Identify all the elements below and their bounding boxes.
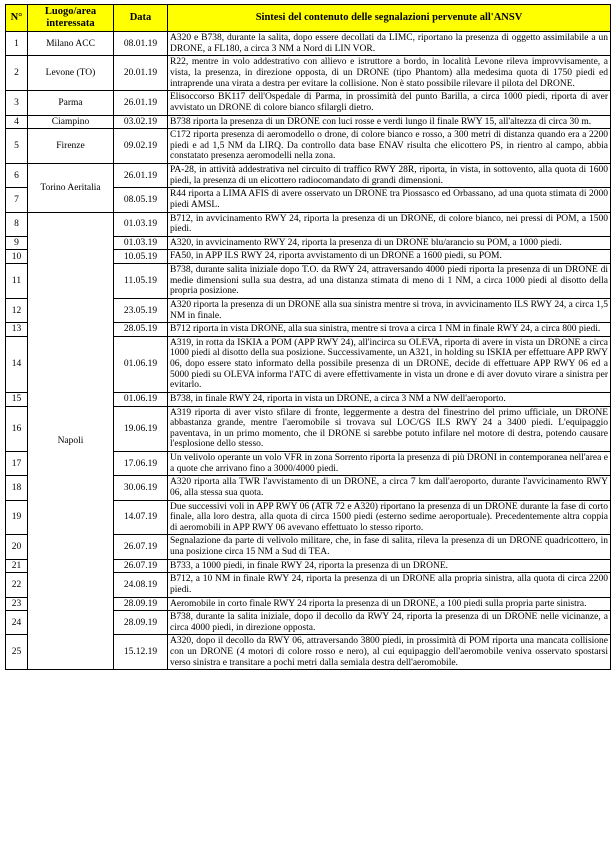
row-date: 01.06.19	[114, 392, 168, 406]
row-summary: FA50, in APP ILS RWY 24, riporta avvistamento di un DRONE a 1600 piedi, su POM.	[168, 250, 611, 264]
row-place: Levone (TO)	[28, 56, 114, 91]
row-date: 17.06.19	[114, 452, 168, 476]
row-summary: A319, in rotta da ISKIA a POM (APP RWY 24), all'incirca su OLEVA, riporta di avere in vista un DRONE a circa 1000 piedi al disotto della sua posizione. Successivamente, un A321, in holding su ISKIA per effettuare APP RWY 06, dopo essere stato informato della possibile presenza di un DRONE, decide di effettuare APP RWY 06 ed a 5000 piedi su OLEVA informa l'ATC di avere effettivamente in vista un drone e di aver dovuto virare a sinistra per evitarlo.	[168, 336, 611, 392]
row-summary: A320, dopo il decollo da RWY 06, attraversando 3800 piedi, in prossimità di POM riporta una mancata collisione con un DRONE (4 motori di colore rosso e nero), al cui equipaggio dell'aeromobile veniva osservato spostarsi verso sinistra e transitare a pochi metri dalla semiala destra dell'aeromobile.	[168, 635, 611, 670]
row-date: 24.08.19	[114, 573, 168, 597]
row-number: 1	[6, 32, 28, 56]
table-header-row	[6, 5, 611, 32]
row-date: 14.07.19	[114, 500, 168, 535]
row-number: 17	[6, 452, 28, 476]
row-number: 8	[6, 212, 28, 236]
row-date: 19.06.19	[114, 406, 168, 452]
column-header-number: N°	[6, 5, 28, 32]
row-summary: PA-28, in attività addestrativa nel circuito di traffico RWY 28R, riporta, in vista, in sottovento, alla quota di 1600 piedi, la presenza di un elicottero radiocomandato di grandi dimensioni.	[168, 164, 611, 188]
row-summary: C172 riporta presenza di aeromodello o drone, di colore bianco e rosso, a 300 metri di distanza quando era a 2200 piedi e ad 1,5 NM da LIRQ. Da controllo data base ENAV risulta che elicottero PS, in rientro al campo, abbia constatato presenza aeromodelli nella zona.	[168, 129, 611, 164]
row-number: 20	[6, 535, 28, 559]
row-date: 03.02.19	[114, 115, 168, 129]
drone-reports-table	[5, 4, 611, 670]
row-place: Milano ACC	[28, 32, 114, 56]
row-date: 01.03.19	[114, 212, 168, 236]
column-header-place: Luogo/area interessata	[28, 5, 114, 32]
row-summary: A319 riporta di aver visto sfilare di fronte, leggermente a destra del finestrino del primo ufficiale, un DRONE abbastanza grande, mentre l'aeromobile si trovava sul LOC/GS ILS RWY 24 a 3400 piedi. L'equipaggio paventava, in un primo momento, che il DRONE si sarebbe potuto infilare nel motore di destra, potendo causare l'esplosione dello stesso.	[168, 406, 611, 452]
row-summary: B738, durante salita iniziale dopo T.O. da RWY 24, attraversando 4000 piedi riporta la presenza di un DRONE di medie dimensioni sulla sua destra, ad una distanza stimata di meno di 1 NM, a circa 1000 piedi al disotto della propria posizione.	[168, 264, 611, 299]
row-number: 19	[6, 500, 28, 535]
row-summary: Elisoccorso BK117 dell'Ospedale di Parma, in prossimità del punto Barilla, a circa 1000 piedi, riporta di aver avvistato un DRONE di colore bianco sfilargli dietro.	[168, 91, 611, 115]
row-number: 13	[6, 323, 28, 337]
table-body	[6, 32, 611, 670]
row-number: 10	[6, 250, 28, 264]
row-summary: A320, in avvicinamento RWY 24, riporta la presenza di un DRONE blu/arancio su POM, a 1000 piedi.	[168, 236, 611, 250]
row-summary: B733, a 1000 piedi, in finale RWY 24, riporta la presenza di un DRONE.	[168, 559, 611, 573]
row-date: 26.07.19	[114, 559, 168, 573]
row-number: 9	[6, 236, 28, 250]
row-summary: A320 e B738, durante la salita, dopo essere decollati da LIMC, riportano la presenza di oggetto assimilabile a un DRONE, a FL180, a circa 3 NM a Nord di LIN VOR.	[168, 32, 611, 56]
row-summary: A320 riporta la presenza di un DRONE alla sua sinistra mentre si trova, in avvicinamento ILS RWY 24, a circa 1,5 NM in finale.	[168, 298, 611, 322]
table-header	[6, 5, 611, 32]
row-number: 2	[6, 56, 28, 91]
row-date: 10.05.19	[114, 250, 168, 264]
table-row	[6, 91, 611, 115]
table-row	[6, 56, 611, 91]
row-date: 30.06.19	[114, 476, 168, 500]
row-date: 28.09.19	[114, 597, 168, 611]
row-number: 21	[6, 559, 28, 573]
row-number: 15	[6, 392, 28, 406]
table-row	[6, 212, 611, 236]
row-summary: A320 riporta alla TWR l'avvistamento di un DRONE, a circa 7 km dall'aeroporto, durante l'avvicinamento RWY 06, alla stessa sua quota.	[168, 476, 611, 500]
row-date: 15.12.19	[114, 635, 168, 670]
row-number: 4	[6, 115, 28, 129]
row-number: 18	[6, 476, 28, 500]
row-summary: B712, in avvicinamento RWY 24, riporta la presenza di un DRONE, di colore bianco, nei pressi di POM, a 1500 piedi.	[168, 212, 611, 236]
table-row	[6, 129, 611, 164]
row-number: 12	[6, 298, 28, 322]
row-date: 26.01.19	[114, 164, 168, 188]
row-date: 08.01.19	[114, 32, 168, 56]
row-date: 28.05.19	[114, 323, 168, 337]
row-summary: B738 riporta la presenza di un DRONE con luci rosse e verdi lungo il finale RWY 15, all'altezza di circa 30 m.	[168, 115, 611, 129]
row-number: 11	[6, 264, 28, 299]
row-summary: R44 riporta a LIMA AFIS di avere osservato un DRONE tra Piossasco ed Orbassano, ad una quota stimata di 2000 piedi AMSL.	[168, 188, 611, 212]
row-number: 5	[6, 129, 28, 164]
row-number: 22	[6, 573, 28, 597]
row-date: 23.05.19	[114, 298, 168, 322]
row-date: 11.05.19	[114, 264, 168, 299]
row-number: 6	[6, 164, 28, 188]
row-summary: B738, durante la salita iniziale, dopo il decollo da RWY 24, riporta la presenza di un DRONE nelle vicinanze, a circa 4000 piedi, in direzione opposta.	[168, 611, 611, 635]
row-number: 3	[6, 91, 28, 115]
row-date: 26.07.19	[114, 535, 168, 559]
row-summary: Un velivolo operante un volo VFR in zona Sorrento riporta la presenza di più DRONI in contemporanea nell'area e a quote che arrivano fino a 3000/4000 piedi.	[168, 452, 611, 476]
row-summary: Segnalazione da parte di velivolo militare, che, in fase di salita, rileva la presenza di un DRONE quadricottero, in una posizione circa 15 NM a Sud di TEA.	[168, 535, 611, 559]
row-number: 14	[6, 336, 28, 392]
row-place: Napoli	[28, 212, 114, 670]
row-summary: B712, a 10 NM in finale RWY 24, riporta la presenza di un DRONE alla propria sinistra, alla quota di circa 2200 piedi.	[168, 573, 611, 597]
row-date: 01.06.19	[114, 336, 168, 392]
row-summary: R22, mentre in volo addestrativo con allievo e istruttore a bordo, in località Levone rileva improvvisamente, a vista, la presenza, in direzione opposta, di un DRONE (tipo Phantom) alla medesima quota di 1750 piedi ed intraprende una virata a destra per evitare la collisione. Non è stato possibile rilevare il pilota del DRONE.	[168, 56, 611, 91]
row-summary: Due successivi voli in APP RWY 06 (ATR 72 e A320) riportano la presenza di un DRONE durante la fase di corto finale, alla loro destra, alla quota di circa 1500 piedi (esterno sedime aeroportuale). Precedentemente altra coppia di aeromobili in APP RWY 06 avevano effettuato lo stesso riporto.	[168, 500, 611, 535]
column-header-summary: Sintesi del contenuto delle segnalazioni pervenute all'ANSV	[168, 5, 611, 32]
row-number: 25	[6, 635, 28, 670]
row-summary: Aeromobile in corto finale RWY 24 riporta la presenza di un DRONE, a 100 piedi sulla propria parte sinistra.	[168, 597, 611, 611]
row-number: 7	[6, 188, 28, 212]
row-date: 09.02.19	[114, 129, 168, 164]
row-date: 26.01.19	[114, 91, 168, 115]
table-row	[6, 32, 611, 56]
row-place: Ciampino	[28, 115, 114, 129]
row-number: 24	[6, 611, 28, 635]
row-date: 08.05.19	[114, 188, 168, 212]
table-row	[6, 164, 611, 188]
row-summary: B738, in finale RWY 24, riporta in vista un DRONE, a circa 3 NM a NW dell'aeroporto.	[168, 392, 611, 406]
row-date: 20.01.19	[114, 56, 168, 91]
row-place: Firenze	[28, 129, 114, 164]
row-place: Parma	[28, 91, 114, 115]
row-number: 23	[6, 597, 28, 611]
row-summary: B712 riporta in vista DRONE, alla sua sinistra, mentre si trova a circa 1 NM in finale RWY 24, a circa 800 piedi.	[168, 323, 611, 337]
row-place: Torino Aeritalia	[28, 164, 114, 213]
row-number: 16	[6, 406, 28, 452]
row-date: 01.03.19	[114, 236, 168, 250]
column-header-date: Data	[114, 5, 168, 32]
row-date: 28.09.19	[114, 611, 168, 635]
table-row	[6, 115, 611, 129]
